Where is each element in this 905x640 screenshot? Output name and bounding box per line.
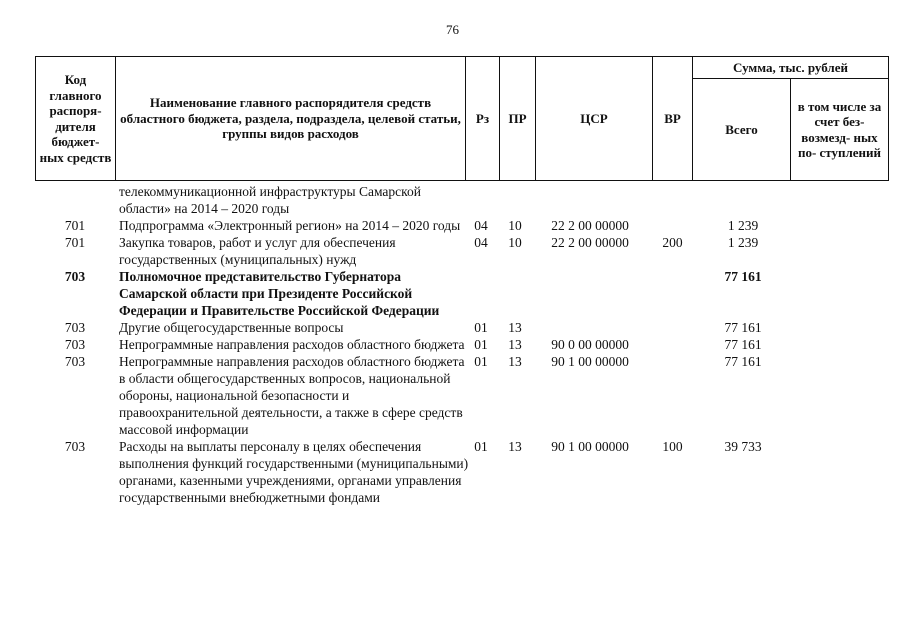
row-rz: 01 — [474, 354, 488, 369]
table-row — [35, 336, 888, 353]
row-code: 703 — [64, 320, 86, 335]
row-pr: 13 — [508, 320, 522, 335]
row-code: 703 — [64, 354, 86, 369]
table-row — [35, 234, 888, 268]
row-total: 1 239 — [727, 235, 759, 250]
table-row — [35, 353, 888, 438]
row-pr: 13 — [508, 337, 522, 352]
row-name: Расходы на выплаты персоналу в целях обеспечения выполнения функций государственными (муниципальными) органами, казенными учреждениями, органами управления государственными внебюджетными фондами — [119, 439, 469, 505]
table-row — [35, 438, 888, 506]
header-name: Наименование главного распорядителя средств областного бюджета, раздела, подраздела, целевой статьи, группы видов расходов — [116, 57, 466, 181]
row-csr: 90 1 00 00000 — [551, 354, 629, 369]
header-incl: в том числе за счет без- возмезд- ных по- ступлений — [791, 79, 889, 181]
row-csr: 22 2 00 00000 — [551, 235, 629, 250]
row-rz: 01 — [474, 320, 488, 335]
row-total: 39 733 — [724, 439, 762, 454]
row-rz: 01 — [474, 337, 488, 352]
header-sum: Сумма, тыс. рублей — [693, 57, 889, 79]
header-pr: ПР — [500, 57, 536, 181]
header-rz: Рз — [466, 57, 500, 181]
row-pr: 13 — [508, 354, 522, 369]
table-row — [35, 268, 888, 319]
table-row — [35, 217, 888, 234]
page-number: 76 — [446, 22, 459, 37]
row-name: Закупка товаров, работ и услуг для обеспечения государственных (муниципальных) нужд — [119, 235, 396, 267]
row-pr: 10 — [508, 218, 522, 233]
header-total: Всего — [693, 79, 791, 181]
row-pr: 10 — [508, 235, 522, 250]
row-rz: 04 — [474, 218, 488, 233]
row-name: телекоммуникационной инфраструктуры Самарской области» на 2014 – 2020 годы — [119, 184, 422, 216]
row-csr: 90 0 00 00000 — [551, 337, 629, 352]
row-code: 703 — [64, 439, 86, 454]
row-total: 77 161 — [724, 269, 762, 284]
row-name: Полномочное представительство Губернатора Самарской области при Президенте Российской Федерации и Правительстве Российской Федерации — [119, 269, 440, 318]
row-vr: 100 — [662, 439, 683, 454]
table-row — [35, 319, 888, 336]
row-code: 701 — [64, 218, 86, 233]
row-name: Непрограммные направления расходов областного бюджета в области общегосударственных вопросов, национальной обороны, национальной безопасности и правоохранительной деятельности, а также в сфере средств массовой информации — [119, 354, 465, 437]
header-vr: ВР — [653, 57, 693, 181]
row-rz: 01 — [474, 439, 488, 454]
table-row — [35, 183, 888, 217]
table-body — [35, 183, 888, 506]
row-total: 1 239 — [727, 218, 759, 233]
row-code: 703 — [64, 337, 86, 352]
row-total: 77 161 — [724, 320, 762, 335]
row-pr: 13 — [508, 439, 522, 454]
row-total: 77 161 — [724, 354, 762, 369]
row-name: Другие общегосударственные вопросы — [119, 320, 344, 335]
row-code: 701 — [64, 235, 86, 250]
row-csr: 22 2 00 00000 — [551, 218, 629, 233]
row-code: 703 — [64, 269, 86, 284]
row-rz: 04 — [474, 235, 488, 250]
row-name: Подпрограмма «Электронный регион» на 2014 – 2020 годы — [119, 218, 461, 233]
row-vr: 200 — [662, 235, 683, 250]
row-name: Непрограммные направления расходов областного бюджета — [119, 337, 465, 352]
row-csr: 90 1 00 00000 — [551, 439, 629, 454]
table-header — [35, 56, 889, 181]
header-code: Код главного распоря- дителя бюджет- ных средств — [36, 57, 116, 181]
row-total: 77 161 — [724, 337, 762, 352]
header-csr: ЦСР — [536, 57, 653, 181]
